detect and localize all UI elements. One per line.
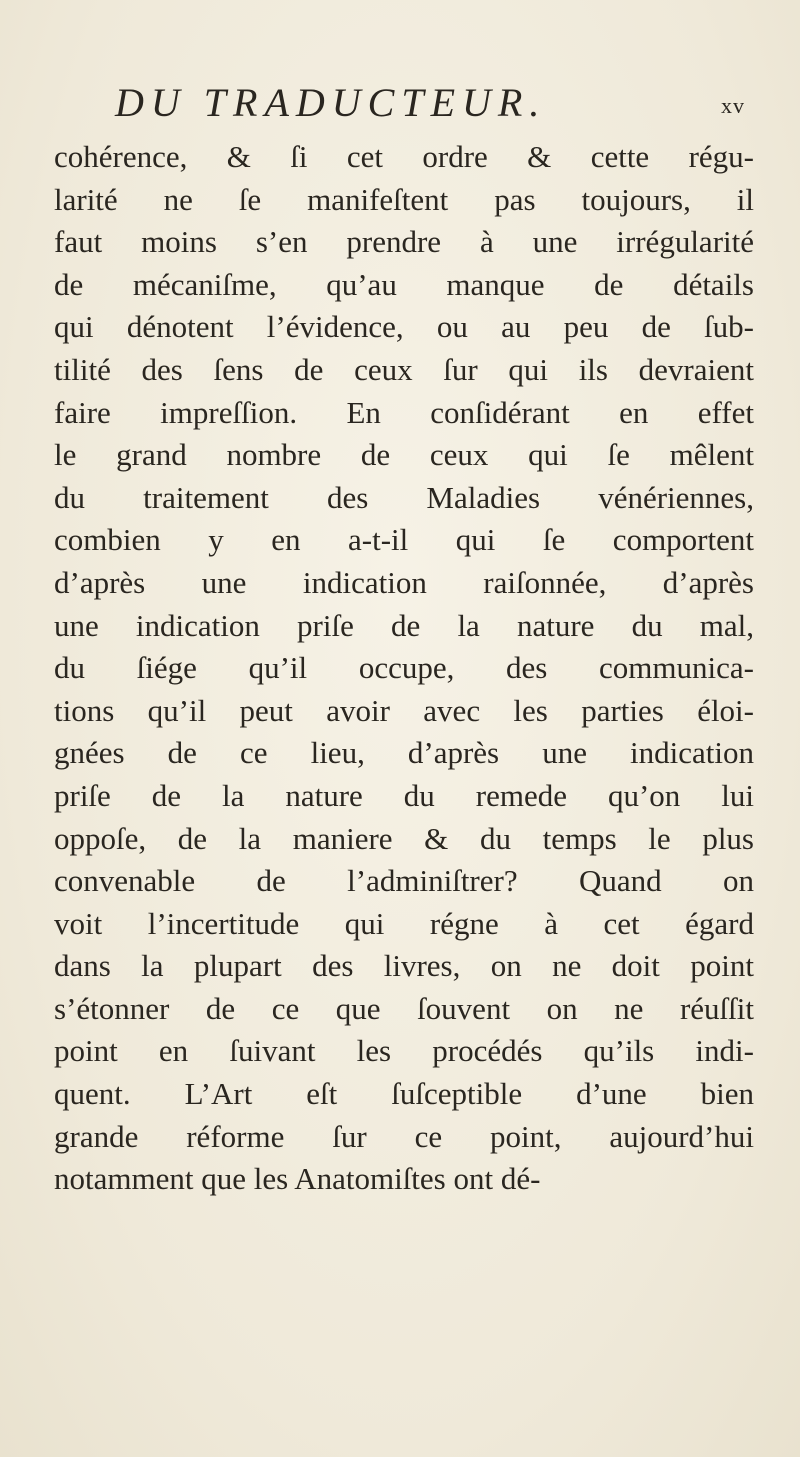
text-line: oppoſe, de la maniere & du temps le plus [54, 820, 754, 856]
text-line: qui dénotent l’évidence, ou au peu de ſub- [54, 309, 754, 345]
text-line: combien y en a-t-il qui ſe comportent [54, 522, 754, 558]
text-line: point en ſuivant les procédés qu’ils indi- [54, 1033, 754, 1069]
page-number: xv [721, 93, 745, 118]
text-line: du ſiége qu’il occupe, des communica- [54, 650, 754, 686]
text-line: faire impreſſion. En conſidérant en effet [54, 394, 754, 430]
text-line: de mécaniſme, qu’au manque de détails [54, 266, 754, 302]
text-line: dans la plupart des livres, on ne doit point [54, 948, 754, 984]
text-line: priſe de la nature du remede qu’on lui [54, 777, 754, 813]
text-line: tions qu’il peut avoir avec les parties éloi- [54, 692, 754, 728]
text-line: voit l’incertitude qui régne à cet égard [54, 905, 754, 941]
text-line: du traitement des Maladies vénériennes, [54, 479, 754, 515]
body-text [54, 136, 754, 1201]
text-line: s’étonner de ce que ſouvent on ne réuſſit [54, 990, 754, 1026]
text-line: d’après une indication raiſonnée, d’après [54, 564, 754, 600]
text-line: gnées de ce lieu, d’après une indication [54, 735, 754, 771]
text-line: notamment que les Anatomiſtes ont dé- [54, 1161, 541, 1197]
text-line: cohérence, & ſi cet ordre & cette régu- [54, 139, 754, 174]
text-line: larité ne ſe manifeſtent pas toujours, il [54, 181, 754, 217]
running-title: DU TRADUCTEUR. [115, 80, 547, 125]
text-line: quent. L’Art eſt ſuſceptible d’une bien [54, 1076, 754, 1112]
text-line: convenable de l’adminiſtrer? Quand on [54, 863, 754, 899]
text-line: une indication priſe de la nature du mal, [54, 607, 754, 643]
running-head [115, 78, 745, 128]
text-line: tilité des ſens de ceux ſur qui ils devraient [54, 351, 754, 387]
text-line: le grand nombre de ceux qui ſe mêlent [54, 437, 754, 473]
text-line: grande réforme ſur ce point, aujourd’hui [54, 1118, 754, 1154]
text-line: faut moins s’en prendre à une irrégularité [54, 224, 754, 260]
